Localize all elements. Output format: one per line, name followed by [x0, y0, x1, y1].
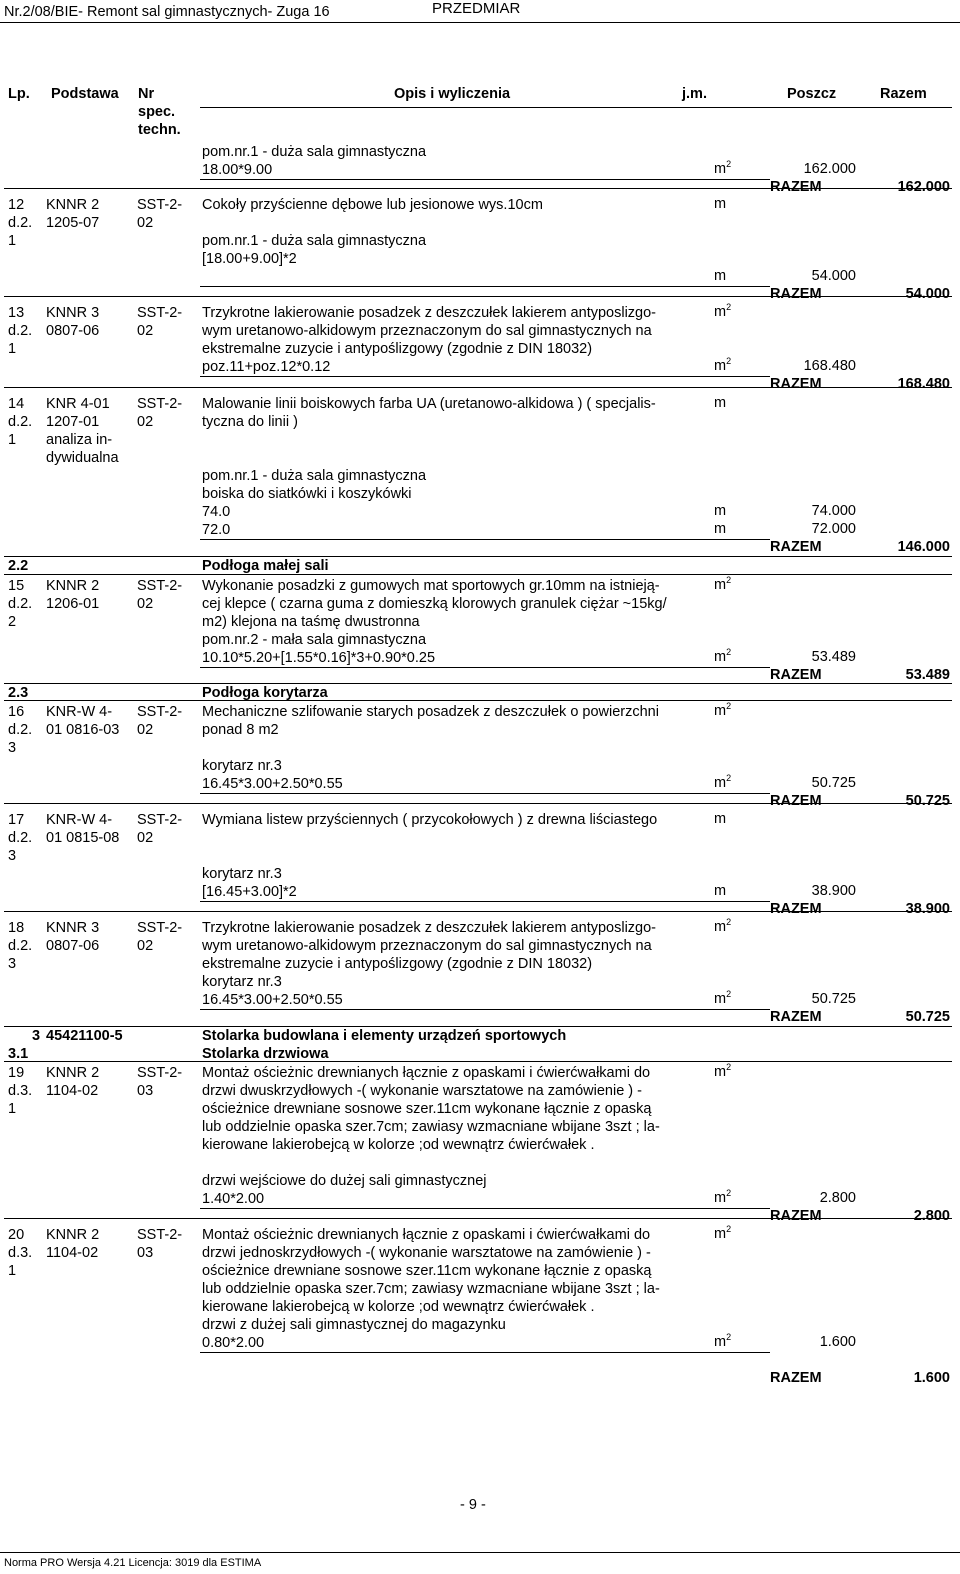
- footer-text: Norma PRO Wersja 4.21 Licencja: 3019 dla ESTIMA: [4, 1557, 262, 1569]
- item-description-line: pom.nr.2 - mała sala gimnastyczna: [202, 632, 427, 648]
- item-spec-line: SST-2-: [137, 812, 183, 828]
- section-code: 45421100-5: [46, 1028, 123, 1044]
- section-number: 2.2: [8, 558, 29, 574]
- calc-divider: [200, 901, 770, 902]
- item-description-line: Trzykrotne lakierowanie posadzek z deszczułek lakierem antyposlizgo-: [202, 920, 656, 936]
- item-description-line: [202, 214, 722, 232]
- item-description-line: drzwi dwuskrzydłowych -( wykonanie warsztatowe na zamówienie ) -: [202, 1083, 642, 1099]
- item-number-line: 19: [8, 1065, 25, 1081]
- item-number: [8, 577, 32, 631]
- item-number-line: d.2.: [8, 938, 33, 954]
- item-number: [8, 1064, 32, 1118]
- item-number-line: 17: [8, 812, 25, 828]
- item-description: [202, 1064, 722, 1208]
- item-description-line: 0.80*2.00: [202, 1335, 265, 1351]
- item-unit: $m^2$: [714, 1062, 732, 1080]
- item-spec-line: SST-2-: [137, 920, 183, 936]
- col-poszcz: Poszcz: [787, 86, 837, 102]
- item-description: [202, 1226, 722, 1352]
- razem-value: 1.600: [913, 1370, 950, 1386]
- item-number: [8, 304, 32, 358]
- section-title: Stolarka drzwiowa: [202, 1046, 329, 1062]
- item-description-line: drzwi jednoskrzydłowych -( wykonanie warsztatowe na zamówienie ) -: [202, 1245, 651, 1261]
- section-title: Stolarka budowlana i elementy urządzeń sportowych: [202, 1028, 567, 1044]
- item-number-line: 1: [8, 1101, 17, 1117]
- page-number: - 9 -: [460, 1497, 486, 1513]
- item-description-line: [202, 847, 722, 865]
- item-basis-line: 0807-06: [46, 938, 100, 954]
- item-spec: [137, 304, 182, 340]
- item-spec: [137, 395, 182, 431]
- item-number-line: 3: [8, 740, 17, 756]
- item-basis-line: 1207-01: [46, 414, 100, 430]
- item-description-line: [202, 449, 722, 467]
- item-description-line: korytarz nr.3: [202, 758, 282, 774]
- footer-divider: [0, 1552, 960, 1553]
- document-title: Nr.2/08/BIE- Remont sal gimnastycznych- Zuga 16: [4, 4, 330, 20]
- section-title: Podłoga małej sali: [202, 558, 329, 574]
- col-nr-spec: spec.: [138, 104, 176, 120]
- item-description-line: drzwi wejściowe do dużej sali gimnastycznej: [202, 1173, 487, 1189]
- item-description-line: 16.45*3.00+2.50*0.55: [202, 992, 343, 1008]
- item-spec-line: 02: [137, 323, 154, 339]
- item-basis: [46, 1226, 99, 1262]
- item-basis-line: 1206-01: [46, 596, 100, 612]
- section-number: 3: [32, 1028, 41, 1044]
- calc-divider: [200, 1208, 770, 1209]
- item-description: [202, 919, 722, 1009]
- item-unit: m: [714, 811, 727, 827]
- calc-unit: $m^2$: [714, 1332, 732, 1350]
- item-description-line: Montaż ościeżnic drewnianych łącznie z opaskami i ćwierćwałkami do: [202, 1227, 651, 1243]
- calc-value: 1.600: [819, 1334, 856, 1350]
- item-description-line: boiska do siatkówki i koszykówki: [202, 486, 412, 502]
- item-description: [202, 395, 722, 539]
- document-type: PRZEDMIAR: [432, 0, 521, 17]
- item-number: [8, 1226, 32, 1280]
- item-number-line: 15: [8, 578, 25, 594]
- item-description-line: ekstremalne zuzycie i antypoślizgowy (zgodnie z DIN 18032): [202, 341, 593, 357]
- razem-label: RAZEM: [770, 376, 822, 392]
- item-spec-line: SST-2-: [137, 197, 183, 213]
- calc-unit: m: [714, 503, 727, 519]
- item-description: [202, 811, 722, 901]
- razem-value: 54.000: [905, 286, 950, 302]
- item-basis-line: KNR-W 4-: [46, 812, 113, 828]
- calc-divider: [200, 793, 770, 794]
- item-spec-line: SST-2-: [137, 578, 183, 594]
- item-description-line: tyczna do linii ): [202, 414, 298, 430]
- row-divider: [4, 188, 952, 189]
- calc-unit: m: [714, 521, 727, 537]
- item-number-line: d.2.: [8, 323, 33, 339]
- item-spec-line: SST-2-: [137, 1227, 183, 1243]
- calc-value: 54.000: [811, 268, 856, 284]
- item-spec-line: SST-2-: [137, 396, 183, 412]
- item-number-line: 3: [8, 848, 17, 864]
- item-description-line: Mechaniczne szlifowanie starych posadzek z deszczułek o powierzchni: [202, 704, 659, 720]
- item-spec-line: 02: [137, 596, 154, 612]
- calc-divider: [200, 539, 770, 540]
- calc-value: 38.900: [811, 883, 856, 899]
- item-description-line: ponad 8 m2: [202, 722, 279, 738]
- col-razem: Razem: [880, 86, 927, 102]
- item-description-line: [202, 829, 722, 847]
- item-description-line: poz.11+poz.12*0.12: [202, 359, 331, 375]
- item-description-line: [202, 1154, 722, 1172]
- item-description-line: wym uretanowo-alkidowym przeznaczonym do sal gimnastycznych na: [202, 938, 652, 954]
- item-basis-line: KNNR 2: [46, 1227, 100, 1243]
- item-basis-line: KNNR 3: [46, 920, 100, 936]
- calc-value: 2.800: [819, 1190, 856, 1206]
- calc-unit: $m^2$: [714, 773, 732, 791]
- calc-unit: m: [714, 883, 727, 899]
- item-number-line: d.3.: [8, 1083, 33, 1099]
- item-description-line: korytarz nr.3: [202, 974, 282, 990]
- calc-value: 50.725: [811, 775, 856, 791]
- item-unit: $m^2$: [714, 917, 732, 935]
- calc-value: 53.489: [811, 649, 856, 665]
- item-basis-line: KNNR 2: [46, 1065, 100, 1081]
- item-description-line: 72.0: [202, 522, 231, 538]
- item-number-line: 2: [8, 614, 17, 630]
- razem-value: 53.489: [905, 667, 950, 683]
- section-title: Podłoga korytarza: [202, 685, 328, 701]
- razem-value: 50.725: [905, 793, 950, 809]
- item-basis: [46, 1064, 99, 1100]
- razem-label: RAZEM: [770, 901, 822, 917]
- item-description-line: cej klepce ( czarna guma z domieszką klorowych granulek ciężar ~15kg/: [202, 596, 667, 612]
- item-unit: $m^2$: [714, 1224, 732, 1242]
- calc-divider: [200, 286, 770, 287]
- item-basis: [46, 919, 99, 955]
- item-basis-line: 1104-02: [46, 1083, 99, 1099]
- razem-label: RAZEM: [770, 539, 822, 555]
- continuation-unit: $m^2$: [714, 159, 732, 177]
- item-description-line: Cokoły przyścienne dębowe lub jesionowe wys.10cm: [202, 197, 543, 213]
- calc-unit: $m^2$: [714, 647, 732, 665]
- item-number-line: d.2.: [8, 414, 33, 430]
- item-spec: [137, 811, 182, 847]
- item-description-line: m2) klejona na taśmę dwustronna: [202, 614, 420, 630]
- item-description-line: 74.0: [202, 504, 231, 520]
- item-description: [202, 703, 722, 793]
- item-basis: [46, 703, 119, 739]
- item-spec-line: 02: [137, 722, 154, 738]
- item-basis-line: 01 0816-03: [46, 722, 120, 738]
- calc-value: 72.000: [811, 521, 856, 537]
- item-description: [202, 196, 722, 268]
- item-spec-line: 02: [137, 938, 154, 954]
- item-description-line: Wykonanie posadzki z gumowych mat sportowych gr.10mm na istnieją-: [202, 578, 660, 594]
- item-basis-line: KNNR 2: [46, 197, 100, 213]
- calc-divider: [200, 1352, 770, 1353]
- item-number-line: d.2.: [8, 596, 33, 612]
- item-description: [202, 304, 722, 376]
- calc-divider: [200, 376, 770, 377]
- item-number-line: 14: [8, 396, 25, 412]
- item-description-line: korytarz nr.3: [202, 866, 282, 882]
- item-description-line: 10.10*5.20+[1.55*0.16]*3+0.90*0.25: [202, 650, 436, 666]
- item-description-line: ekstremalne zuzycie i antypoślizgowy (zgodnie z DIN 18032): [202, 956, 593, 972]
- razem-label: RAZEM: [770, 1009, 822, 1025]
- item-number: [8, 703, 32, 757]
- continuation-desc: pom.nr.1 - duża sala gimnastyczna 18.00*9.00: [202, 144, 427, 178]
- item-number-line: d.2.: [8, 830, 33, 846]
- item-unit: $m^2$: [714, 701, 732, 719]
- razem-label: RAZEM: [770, 286, 822, 302]
- item-description-line: pom.nr.1 - duża sala gimnastyczna: [202, 468, 427, 484]
- item-description-line: kierowane lakierobejcą w kolorze ;od wewnątrz ćwierćwałek .: [202, 1299, 595, 1315]
- calc-divider: [200, 1009, 770, 1010]
- item-number: [8, 919, 32, 973]
- item-basis: [46, 395, 119, 467]
- header-underline: [200, 107, 952, 108]
- razem-value: 162.000: [897, 179, 950, 195]
- item-spec-line: SST-2-: [137, 305, 183, 321]
- calc-unit: $m^2$: [714, 989, 732, 1007]
- row-divider: [4, 1061, 952, 1062]
- item-spec: [137, 577, 182, 613]
- item-basis-line: dywidualna: [46, 450, 119, 466]
- calc-unit: $m^2$: [714, 356, 732, 374]
- razem-value: 38.900: [905, 901, 950, 917]
- item-number: [8, 196, 32, 250]
- row-divider: [4, 803, 952, 804]
- row-divider: [4, 296, 952, 297]
- item-number-line: d.3.: [8, 1245, 33, 1261]
- item-spec-line: SST-2-: [137, 1065, 183, 1081]
- section-divider: [4, 683, 952, 684]
- razem-value: 50.725: [905, 1009, 950, 1025]
- item-basis-line: 0807-06: [46, 323, 100, 339]
- item-spec: [137, 196, 182, 232]
- col-nr: Nr: [138, 86, 155, 102]
- item-spec: [137, 1064, 182, 1100]
- item-unit: m: [714, 196, 727, 212]
- item-basis-line: KNNR 3: [46, 305, 100, 321]
- item-unit: $m^2$: [714, 575, 732, 593]
- item-basis-line: 01 0815-08: [46, 830, 120, 846]
- item-spec-line: 03: [137, 1083, 154, 1099]
- item-description-line: 16.45*3.00+2.50*0.55: [202, 776, 343, 792]
- item-number-line: 1: [8, 1263, 17, 1279]
- item-spec: [137, 1226, 182, 1262]
- razem-label: RAZEM: [770, 179, 822, 195]
- item-number-line: d.2.: [8, 722, 33, 738]
- item-description-line: [16.45+3.00]*2: [202, 884, 297, 900]
- item-number: [8, 811, 32, 865]
- item-number-line: 12: [8, 197, 25, 213]
- col-nr-techn: techn.: [138, 122, 181, 138]
- item-number-line: 3: [8, 956, 17, 972]
- item-unit: m: [714, 395, 727, 411]
- item-basis: [46, 811, 119, 847]
- calc-unit: $m^2$: [714, 1188, 732, 1206]
- razem-value: 146.000: [897, 539, 950, 555]
- item-description-line: 1.40*2.00: [202, 1191, 265, 1207]
- item-basis-line: 1205-07: [46, 215, 100, 231]
- item-spec: [137, 703, 182, 739]
- row-divider: [4, 1218, 952, 1219]
- item-description-line: [202, 739, 722, 757]
- row-divider: [4, 574, 952, 575]
- section-divider: [4, 1026, 952, 1027]
- section-number: 3.1: [8, 1046, 29, 1062]
- item-description-line: Wymiana listew przyściennych ( przycokołowych ) z drewna liściastego: [202, 812, 658, 828]
- item-description-line: Trzykrotne lakierowanie posadzek z deszczułek lakierem antyposlizgo-: [202, 305, 656, 321]
- calc-divider: [200, 667, 770, 668]
- razem-label: RAZEM: [770, 793, 822, 809]
- item-description-line: [18.00+9.00]*2: [202, 251, 297, 267]
- col-opis: Opis i wyliczenia: [394, 86, 511, 102]
- section-number: 2.3: [8, 685, 29, 701]
- razem-label: RAZEM: [770, 1370, 822, 1386]
- item-number-line: d.2.: [8, 215, 33, 231]
- item-description-line: drzwi z dużej sali gimnastycznej do magazynku: [202, 1317, 506, 1333]
- item-description-line: [202, 431, 722, 449]
- item-number-line: 20: [8, 1227, 25, 1243]
- item-description-line: pom.nr.1 - duża sala gimnastyczna: [202, 233, 427, 249]
- item-spec-line: 03: [137, 1245, 154, 1261]
- razem-value: 168.480: [897, 376, 950, 392]
- row-divider: [4, 387, 952, 388]
- item-number-line: 1: [8, 233, 17, 249]
- calc-value: 74.000: [811, 503, 856, 519]
- section-divider: [4, 556, 952, 557]
- header-divider: [0, 22, 960, 23]
- item-spec: [137, 919, 182, 955]
- calc-value: 168.480: [803, 358, 856, 374]
- row-divider: [200, 179, 770, 180]
- item-unit: $m^2$: [714, 302, 732, 320]
- razem-value: 2.800: [913, 1208, 950, 1224]
- item-spec-line: 02: [137, 830, 154, 846]
- item-number-line: 1: [8, 432, 17, 448]
- calc-value: 50.725: [811, 991, 856, 1007]
- item-description-line: ościeżnice drewniane sosnowe szer.11cm wykonane łącznie z opaską: [202, 1263, 652, 1279]
- item-description-line: wym uretanowo-alkidowym przeznaczonym do sal gimnastycznych na: [202, 323, 652, 339]
- item-basis: [46, 196, 99, 232]
- item-spec-line: SST-2-: [137, 704, 183, 720]
- item-description-line: lub oddzielnie opaska szer.7cm; zawiasy wzmacniane wbijane 3szt ; la-: [202, 1119, 660, 1135]
- item-description-line: lub oddzielnie opaska szer.7cm; zawiasy wzmacniane wbijane 3szt ; la-: [202, 1281, 660, 1297]
- razem-label: RAZEM: [770, 667, 822, 683]
- item-number-line: 13: [8, 305, 25, 321]
- item-number: [8, 395, 32, 449]
- item-number-line: 18: [8, 920, 25, 936]
- razem-label: RAZEM: [770, 1208, 822, 1224]
- row-divider: [4, 911, 952, 912]
- item-spec-line: 02: [137, 414, 154, 430]
- continuation-poszcz: 162.000: [803, 161, 856, 177]
- calc-unit: m: [714, 268, 727, 284]
- item-description-line: Malowanie linii boiskowych farba UA (uretanowo-alkidowa ) ( specjalis-: [202, 396, 656, 412]
- item-number-line: 1: [8, 341, 17, 357]
- item-basis-line: KNR-W 4-: [46, 704, 113, 720]
- row-divider: [4, 700, 952, 701]
- item-basis: [46, 304, 99, 340]
- col-podstawa: Podstawa: [51, 86, 119, 102]
- item-basis: [46, 577, 99, 613]
- item-spec-line: 02: [137, 215, 154, 231]
- col-jm: j.m.: [682, 86, 707, 102]
- item-description-line: ościeżnice drewniane sosnowe szer.11cm wykonane łącznie z opaską: [202, 1101, 652, 1117]
- item-basis-line: 1104-02: [46, 1245, 99, 1261]
- item-basis-line: KNNR 2: [46, 578, 100, 594]
- item-description-line: kierowane lakierobejcą w kolorze ;od wewnątrz ćwierćwałek .: [202, 1137, 595, 1153]
- item-basis-line: KNR 4-01: [46, 396, 110, 412]
- item-basis-line: analiza in-: [46, 432, 113, 448]
- item-description-line: Montaż ościeżnic drewnianych łącznie z opaskami i ćwierćwałkami do: [202, 1065, 651, 1081]
- col-lp: Lp.: [8, 86, 30, 102]
- item-description: [202, 577, 722, 667]
- item-number-line: 16: [8, 704, 25, 720]
